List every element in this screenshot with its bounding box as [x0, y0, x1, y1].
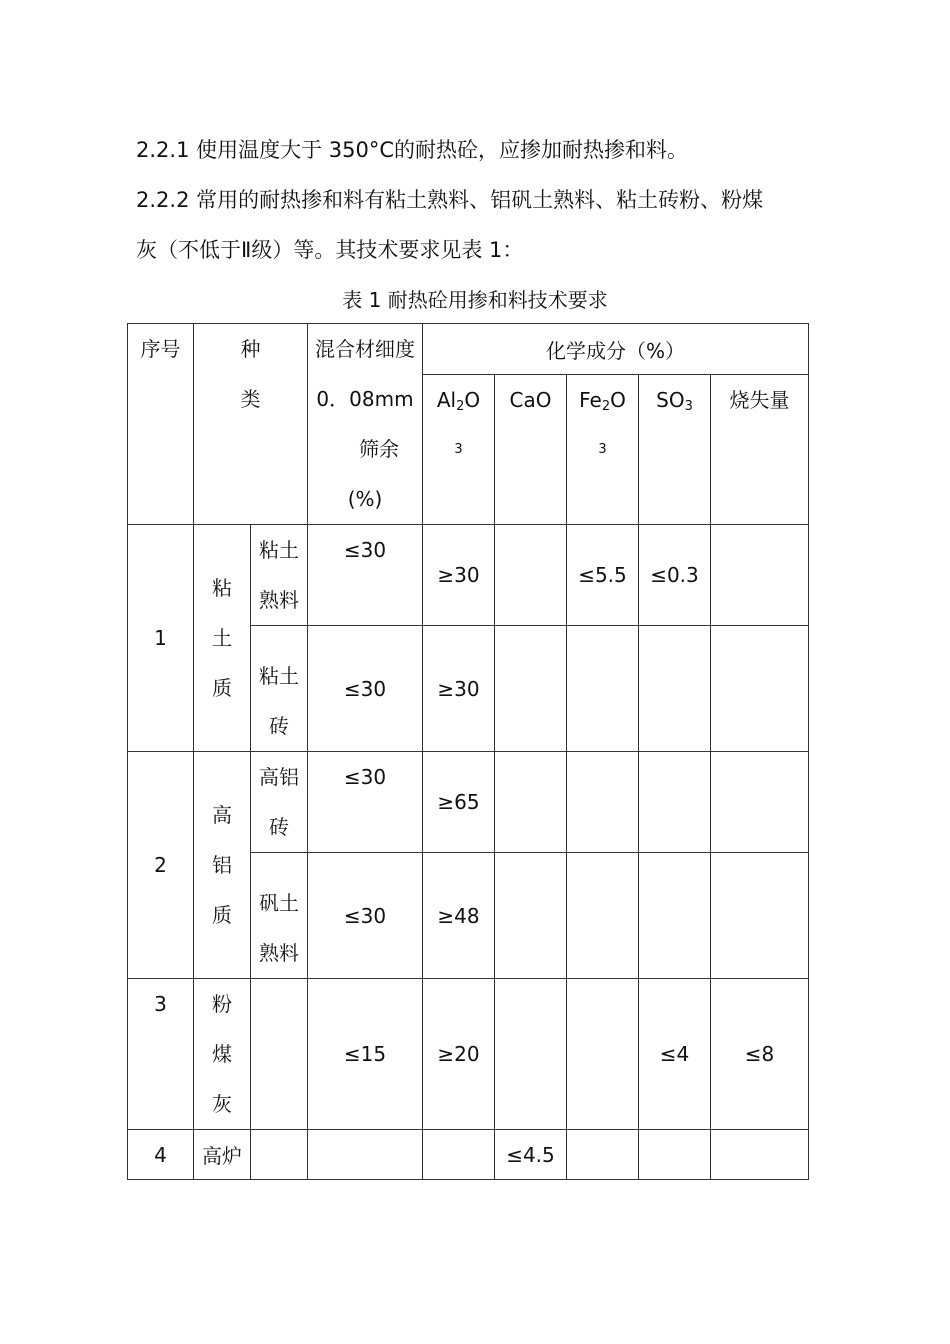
- fe2o3-cell: [567, 752, 639, 853]
- al-subscript: 2: [456, 399, 465, 415]
- subtype-line: 粘土: [259, 664, 299, 688]
- al-symbol: Al: [436, 388, 457, 413]
- header-fineness-line2: 0．08mm: [316, 387, 414, 411]
- header-kind-line1: 种: [240, 337, 261, 361]
- fe-symbol: Fe: [579, 388, 602, 413]
- category-char: 粘: [212, 576, 232, 600]
- subtype-line: 熟料: [259, 941, 299, 965]
- so3-cell: [639, 752, 711, 853]
- subtype-cell: [251, 1130, 308, 1180]
- loss-cell: [711, 1130, 809, 1180]
- fe-oxygen: O: [610, 388, 626, 413]
- seq-cell: 3: [128, 979, 194, 1130]
- al2o3-cell: ≥20: [423, 979, 495, 1130]
- loss-cell: [711, 752, 809, 853]
- fe-wrap-subscript: 3: [598, 442, 607, 458]
- header-fineness-line4: (%): [347, 487, 383, 511]
- category-char: 质: [212, 676, 232, 700]
- category-char: 粉: [212, 992, 232, 1016]
- subtype-line: 矾土: [259, 891, 299, 915]
- category-cell: 高炉: [194, 1130, 251, 1180]
- fe2o3-cell: ≤5.5: [567, 525, 639, 626]
- cao-cell: ≤4.5: [495, 1130, 567, 1180]
- fineness-cell: ≤15: [308, 979, 423, 1130]
- fineness-cell: ≤30: [308, 853, 423, 979]
- header-fe2o3: [567, 375, 639, 525]
- so3-cell: [639, 626, 711, 752]
- category-cell: [194, 752, 251, 979]
- header-chem-composition: 化学成分（%）: [423, 324, 809, 375]
- table-row: [128, 1130, 809, 1180]
- al2o3-cell: ≥65: [423, 752, 495, 853]
- table-caption: 表 1 耐热砼用掺和料技术要求: [342, 288, 608, 312]
- admixture-spec-table: [127, 323, 809, 1180]
- fineness-cell: ≤30: [308, 626, 423, 752]
- cao-cell: [495, 752, 567, 853]
- header-so3: [639, 375, 711, 525]
- loss-cell: ≤8: [711, 979, 809, 1130]
- subtype-line: 砖: [269, 815, 289, 839]
- fineness-cell: ≤30: [308, 752, 423, 853]
- header-kind: [194, 324, 308, 525]
- header-loss-on-ignition: 烧失量: [711, 375, 809, 525]
- category-char: 铝: [212, 853, 232, 877]
- category-cell: [194, 979, 251, 1130]
- al2o3-cell: [423, 1130, 495, 1180]
- cao-cell: [495, 979, 567, 1130]
- header-fineness: [308, 324, 423, 525]
- category-char: 灰: [212, 1092, 232, 1116]
- fe2o3-cell: [567, 1130, 639, 1180]
- table-row: [128, 979, 809, 1130]
- loss-cell: [711, 525, 809, 626]
- seq-cell: 1: [128, 525, 194, 752]
- category-char: 高: [212, 803, 232, 827]
- header-seq: 序号: [128, 324, 194, 525]
- loss-cell: [711, 626, 809, 752]
- paragraph-2-2-1: 2.2.1 使用温度大于 350°C的耐热砼，应掺加耐热掺和料。: [136, 138, 689, 162]
- subtype-line: 砖: [269, 714, 289, 738]
- fe-subscript: 2: [601, 399, 611, 415]
- al2o3-cell: ≥30: [423, 525, 495, 626]
- al2o3-cell: ≥30: [423, 626, 495, 752]
- paragraph-2-2-2-line2: 灰（不低于Ⅱ级）等。其技术要求见表 1：: [136, 238, 524, 262]
- category-char: 土: [212, 626, 232, 650]
- header-fineness-line1: 混合材细度: [315, 337, 415, 361]
- so-symbol: SO: [656, 388, 685, 413]
- fe2o3-cell: [567, 626, 639, 752]
- al-wrap-subscript: 3: [454, 442, 463, 458]
- seq-cell: 4: [128, 1130, 194, 1180]
- cao-cell: [495, 853, 567, 979]
- so-subscript: 3: [684, 399, 693, 415]
- table-row: [128, 752, 809, 853]
- header-row-1: [128, 324, 809, 375]
- al2o3-cell: ≥48: [423, 853, 495, 979]
- subtype-line: 高铝: [259, 765, 299, 789]
- header-cao: CaO: [495, 375, 567, 525]
- fe2o3-cell: [567, 853, 639, 979]
- subtype-cell: [251, 853, 308, 979]
- fe2o3-cell: [567, 979, 639, 1130]
- header-al2o3: [423, 375, 495, 525]
- header-fineness-line3: 筛余: [359, 437, 399, 461]
- al-oxygen: O: [464, 388, 481, 413]
- category-char: 煤: [212, 1042, 232, 1066]
- subtype-cell: [251, 525, 308, 626]
- category-char: 质: [212, 903, 232, 927]
- category-cell: [194, 525, 251, 752]
- subtype-cell: [251, 626, 308, 752]
- fineness-cell: [308, 1130, 423, 1180]
- subtype-cell: [251, 752, 308, 853]
- loss-cell: [711, 853, 809, 979]
- fineness-cell: ≤30: [308, 525, 423, 626]
- subtype-cell: [251, 979, 308, 1130]
- so3-cell: [639, 853, 711, 979]
- table-row: [128, 525, 809, 626]
- header-kind-line2: 类: [240, 387, 261, 411]
- cao-cell: [495, 525, 567, 626]
- seq-cell: 2: [128, 752, 194, 979]
- cao-cell: [495, 626, 567, 752]
- subtype-line: 粘土: [259, 538, 299, 562]
- so3-cell: ≤4: [639, 979, 711, 1130]
- so3-cell: [639, 1130, 711, 1180]
- subtype-line: 熟料: [259, 588, 299, 612]
- paragraph-2-2-2-line1: 2.2.2 常用的耐热掺和料有粘土熟料、铝矾土熟料、粘土砖粉、粉煤: [136, 188, 764, 212]
- so3-cell: ≤0.3: [639, 525, 711, 626]
